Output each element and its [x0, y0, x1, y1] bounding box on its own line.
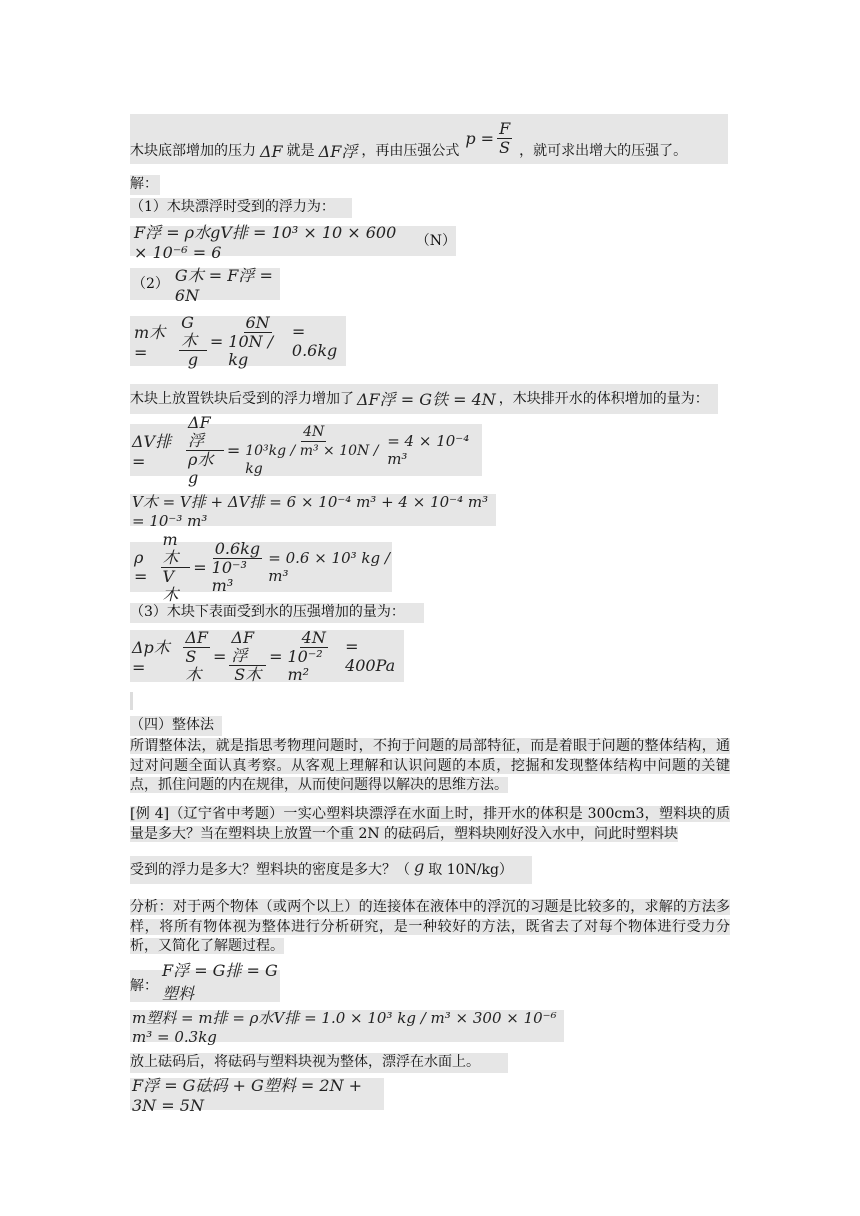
equation-6-den-2: 10⁻³ m³ — [211, 557, 247, 595]
equation-7-frac-1 — [183, 629, 210, 684]
solution-2-formula: F浮 = G排 = G塑料 — [162, 961, 278, 1003]
equation-1 — [130, 223, 456, 262]
example-paragraph — [130, 805, 730, 844]
equation-3-frac-1 — [179, 314, 207, 369]
step3-text: （3）木块下表面受到水的压强增加的量为： — [130, 603, 424, 623]
equation-3-frac-2 — [226, 314, 289, 369]
equation-4-den-2: 10³kg / m³ × 10N / kg — [245, 442, 379, 477]
g-symbol: g — [414, 856, 425, 876]
section-paragraph — [130, 737, 730, 796]
pressure-numerator: F — [499, 119, 511, 138]
equation-3-den-1: g — [187, 349, 199, 369]
equation-6-num-2: 0.6kg — [214, 538, 261, 558]
whole-text: 放上砝码后，将砝码与塑料块视为整体，漂浮在水面上。 — [130, 1053, 508, 1073]
solution-2 — [130, 961, 280, 1003]
pressure-formula — [465, 120, 515, 157]
analysis-paragraph-text: 分析：对于两个物体（或两个以上）的连接体在液体中的浮沉的习题是比较多的，求解的方法多样，将所有物体视为整体进行分析研究，是一种较好的方法，既省去了对每个物体进行受力分析，又简化了解题过程。 — [130, 899, 730, 954]
equation-6-frac-1 — [161, 531, 191, 604]
example-paragraph-text: [例 4]（辽宁省中考题）一实心塑料块漂浮在水面上时，排开水的体积是 300cm3，塑料块的质量是多大？当在塑料块上放置一个重 2N 的砝码后，塑料块刚好没入水中，问此时塑料块 — [130, 806, 730, 842]
equation-1-unit: （N） — [415, 232, 456, 249]
equation-4-lhs: ΔV排 = — [132, 432, 172, 471]
equation-7 — [130, 627, 404, 684]
section-title: （四）整体法 — [130, 716, 222, 736]
equation-3-den-2: 10N / kg — [228, 331, 274, 369]
analysis-paragraph — [130, 898, 730, 957]
intro-text-a: 木块底部增加的压力 — [130, 143, 256, 159]
pressure-fraction — [497, 120, 512, 157]
iron-formula: ΔF浮 = G铁 = 4N — [357, 389, 496, 409]
example-line-2-b: 取 10N/kg） — [428, 861, 513, 878]
step1-text: （1）木块漂浮时受到的浮力为： — [130, 198, 352, 218]
equation-7-den-3: 10⁻² m² — [287, 646, 323, 684]
equation-7-den-2: S木 — [234, 664, 262, 684]
equals-sign: = — [269, 646, 283, 666]
equation-8 — [130, 1008, 564, 1046]
intro-text-b: 就是 — [286, 143, 315, 159]
equation-5 — [130, 492, 496, 530]
equation-7-frac-2 — [229, 629, 266, 684]
equation-3-num-2: 6N — [245, 312, 270, 332]
equation-7-lhs: Δp木 = — [132, 638, 170, 677]
equation-4-num-1: ΔF浮 — [186, 414, 224, 451]
solution-2-label: 解： — [130, 977, 158, 994]
equation-7-num-1: ΔF — [185, 627, 208, 647]
pressure-formula-lhs: p = — [465, 129, 495, 148]
equation-7-den-1: S木 — [185, 646, 202, 684]
step2-label: （2） — [132, 275, 169, 292]
equation-6-frac-2 — [210, 540, 266, 595]
equation-7-num-3: 4N — [301, 627, 326, 647]
equation-4-den-1: ρ水g — [188, 449, 214, 487]
equation-3 — [130, 312, 346, 369]
equation-1-text: F浮 = ρ水gV排 = 10³ × 10 × 600 × 10⁻⁶ = 6 — [134, 223, 397, 262]
equals-sign: = — [193, 557, 207, 577]
equation-3-rhs: = 0.6kg — [291, 322, 338, 360]
equation-9-text: F浮 = G砝码 + G塑料 = 2N + 3N = 5N — [132, 1076, 363, 1115]
equation-6 — [130, 529, 392, 604]
equation-2-text: G木 = F浮 = 6N — [174, 266, 273, 305]
intro-text-d: ，就可求出增大的压强了。 — [519, 143, 688, 159]
example-line-2 — [130, 856, 532, 884]
equation-9 — [130, 1076, 384, 1115]
intro-text-c: ，再由压强公式 — [361, 143, 460, 159]
delta-f-formula: ΔF — [260, 142, 283, 161]
equals-sign: = — [213, 646, 227, 666]
separator-mark — [130, 692, 133, 710]
iron-text-a: 木块上放置铁块后受到的浮力增加了 — [130, 390, 354, 407]
equation-6-rhs: = 0.6 × 10³ kg / m³ — [268, 549, 390, 585]
equation-4-frac-2 — [243, 423, 384, 478]
equation-4-frac-1 — [186, 414, 224, 487]
equation-8-text: m塑料 = m排 = ρ水V排 = 1.0 × 10³ kg / m³ × 300 × 10⁻⁶ m³ = 0.3kg — [132, 1008, 557, 1046]
equation-7-frac-3 — [285, 629, 342, 684]
intro-line — [130, 114, 728, 164]
pressure-denominator: S — [499, 138, 511, 157]
iron-line — [130, 384, 718, 414]
equation-7-rhs: = 400Pa — [345, 637, 396, 675]
equation-4 — [130, 412, 482, 487]
equation-6-den-1: V木 — [162, 566, 179, 604]
iron-text-b: ，木块排开水的体积增加的量为： — [498, 390, 709, 407]
equation-4-rhs: = 4 × 10⁻⁴ m³ — [387, 432, 470, 468]
section-paragraph-text: 所谓整体法，就是指思考物理问题时，不拘于问题的局部特征，而是着眼于问题的整体结构，通过对问题全面认真考察。从客观上理解和认识问题的本质，挖掘和发现整体结构中问题的关键点，抓住问题的内在规律，从而使问题得以解决的思维方法。 — [130, 738, 730, 793]
example-line-2-a: 受到的浮力是多大？塑料块的密度是多大？（ — [130, 861, 410, 878]
equation-2 — [130, 266, 280, 305]
equation-6-lhs: ρ = — [134, 548, 148, 586]
equation-7-num-2: ΔF浮 — [229, 629, 266, 666]
equation-5-text: V木 = V排 + ΔV排 = 6 × 10⁻⁴ m³ + 4 × 10⁻⁴ m³ = 10⁻³ m³ — [132, 492, 489, 530]
equation-3-num-1: G木 — [179, 314, 207, 351]
equation-6-num-1: m木 — [161, 531, 191, 568]
delta-f-buoyancy-formula: ΔF浮 — [318, 142, 358, 161]
equals-sign: = — [209, 331, 224, 351]
equation-3-lhs: m木 = — [134, 323, 166, 362]
equals-sign: = — [226, 440, 241, 460]
solution-label: 解： — [130, 175, 160, 195]
equation-4-num-2: 4N — [303, 423, 325, 440]
